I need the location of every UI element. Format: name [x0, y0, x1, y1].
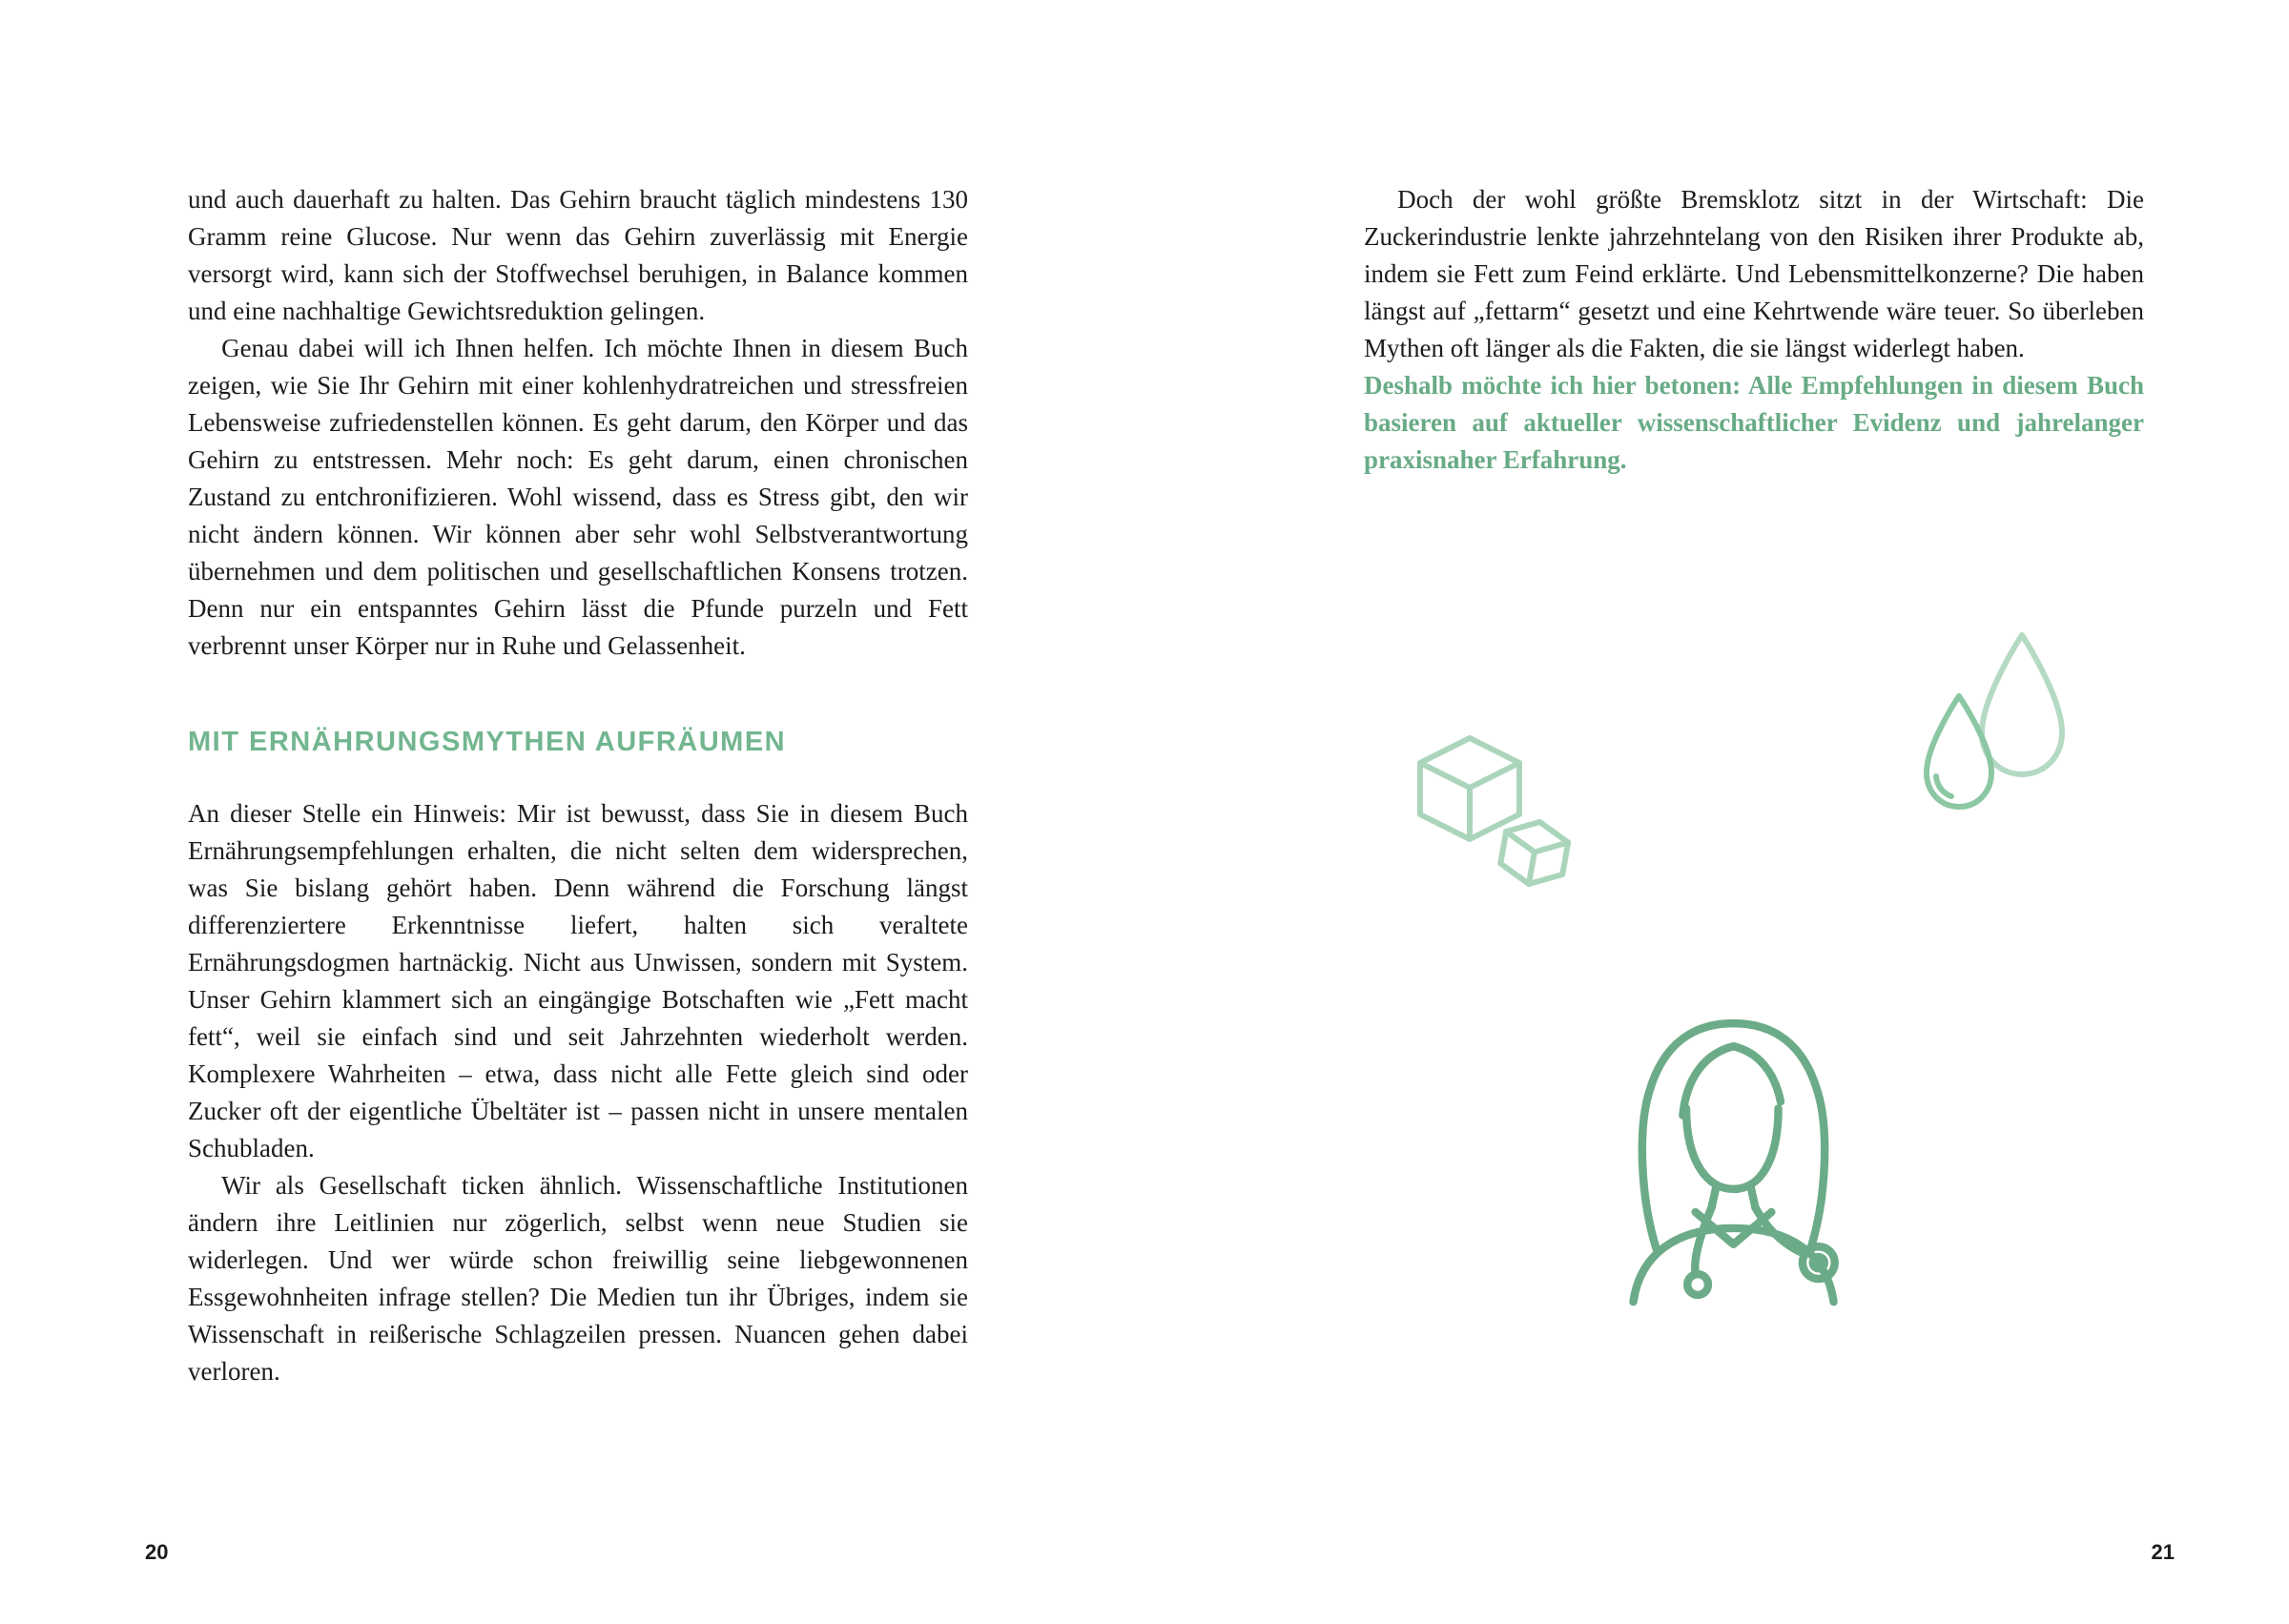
sugar-cube-small [1497, 816, 1570, 889]
sugar-cube-large [1420, 738, 1519, 839]
doctor-face [1686, 1108, 1779, 1188]
emphasis-paragraph: Deshalb möchte ich hier betonen: Alle Empfehlungen in diesem Buch basieren auf aktueller wissenschaftlicher Evidenz und jahrelanger praxisnaher Erfahrung. [1364, 371, 2144, 474]
drop-small [1927, 696, 1991, 807]
page-number-right: 21 [2151, 1540, 2175, 1564]
paragraph: Doch der wohl größte Bremsklotz sitzt in der Wirtschaft: Die Zuckerindustrie lenkte jahrzehntelang von den Risiken ihrer Produkte ab, indem sie Fett zum Feind erklärte. Und Lebensmittelkonzerne? Die haben längst auf „fettarm“ gesetzt und eine Kehrtwende wäre teuer. So überleben Mythen oft länger als die Fakten, die sie längst widerlegt haben. [1364, 185, 2144, 362]
paragraph: Genau dabei will ich Ihnen helfen. Ich möchte Ihnen in diesem Buch zeigen, wie Sie Ihr Gehirn mit einer kohlenhydratreichen und stressfreien Lebensweise zufriedenstellen können. Es geht darum, den Körper und das Gehirn zu entstressen. Mehr noch: Es geht darum, einen chronischen Zustand zu entchronifizieren. Wohl wissend, dass es Stress gibt, den wir nicht ändern können. Wir können aber sehr wohl Selbstverantwortung übernehmen und dem politischen und gesellschaftlichen Konsens trotzen. Denn nur ein entspanntes Gehirn lässt die Pfunde purzeln und Fett verbrennt unser Körper nur in Ruhe und Gelassenheit. [188, 334, 968, 660]
page-left [0, 0, 1144, 1624]
paragraph: und auch dauerhaft zu halten. Das Gehirn braucht täglich mindestens 130 Gramm reine Glucose. Nur wenn das Gehirn zuverlässig mit Energie versorgt wird, kann sich der Stoffwechsel beruhigen, in Balance kommen und eine nachhaltige Gewichtsreduktion gelingen. [188, 185, 968, 325]
paragraph: Wir als Gesellschaft ticken ähnlich. Wissenschaftliche Institutionen ändern ihre Leitlinien nur zögerlich, selbst wenn neue Studien sie widerlegen. Und wer würde schon freiwillig seine liebgewonnenen Essgewohnheiten infrage stellen? Die Medien tun ihr Übriges, indem sie Wissenschaft in reißerische Schlagzeilen pressen. Nuancen gehen dabei verloren. [188, 1171, 968, 1386]
doctor-fringe-left [1682, 1046, 1733, 1115]
water-drops-icon [1908, 627, 2084, 828]
paragraph: An dieser Stelle ein Hinweis: Mir ist bewusst, dass Sie in diesem Buch Ernährungsempfehlungen erhalten, die nicht selten dem widersprechen, was Sie bislang gehört haben. Denn während die Forschung längst differenziertere Erkenntnisse liefert, halten sich veraltete Ernährungsdogmen hartnäckig. Nicht aus Unwissen, sondern mit System. Unser Gehirn klammert sich an eingängige Botschaften wie „Fett macht fett“, weil sie einfach sind und seit Jahrzehnten wiederholt werden. Komplexere Wahrheiten – etwa, dass nicht alle Fette gleich sind oder Zucker oft der eigentliche Übeltäter ist – passen nicht in unsere mentalen Schubladen. [188, 799, 968, 1162]
drop-highlight [1936, 776, 1951, 796]
drop-large [1982, 635, 2062, 774]
page-number-left: 20 [145, 1540, 169, 1564]
doctor-hair [1642, 1023, 1825, 1249]
stethoscope-earpiece [1687, 1274, 1708, 1295]
sugar-cubes-icon [1413, 727, 1608, 917]
left-text-column [188, 181, 968, 1390]
right-text-column [1364, 181, 2144, 479]
page-right [1144, 0, 2289, 1624]
doctor-icon [1564, 973, 1903, 1306]
section-heading: MIT ERNÄHRUNGSMYTHEN AUFRÄUMEN [188, 727, 787, 757]
doctor-fringe-right [1734, 1046, 1781, 1101]
